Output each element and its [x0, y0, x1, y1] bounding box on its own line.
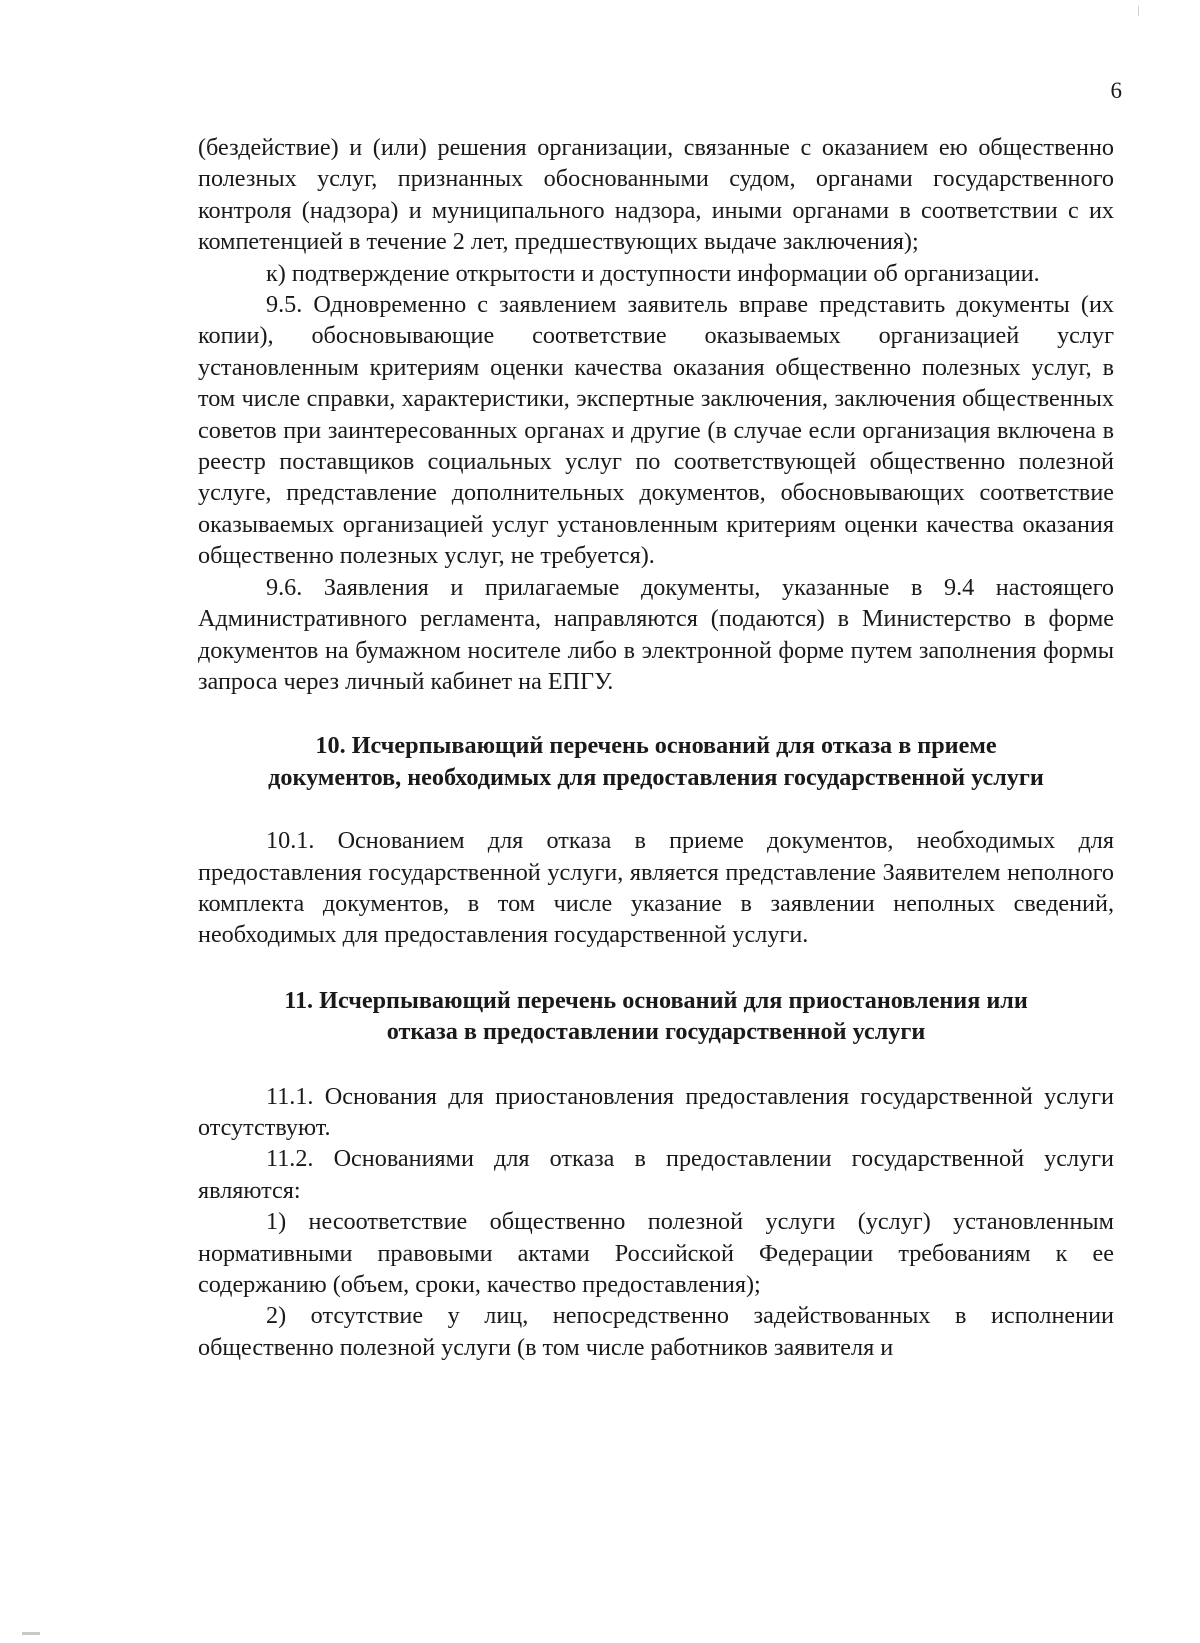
section-10-heading: 10. Исчерпывающий перечень оснований для отказа в приеме документов, необходимых для предоставления государственной услуги	[268, 732, 1044, 791]
paragraph-11-1: 11.1. Основания для приостановления предоставления государственной услуги отсутствуют.	[198, 1082, 1114, 1141]
paragraph-11-2-item-2: 2) отсутствие у лиц, непосредственно задействованных в исполнении общественно полезной услуги (в том числе работников заявителя и	[198, 1302, 1114, 1361]
scan-artifact	[22, 1632, 40, 1635]
paragraph-item-k: к) подтверждение открытости и доступности информации об организации.	[266, 259, 1040, 287]
paragraph-9-6: 9.6. Заявления и прилагаемые документы, указанные в 9.4 настоящего Административного регламента, направляются (подаются) в Министерство в форме документов на бумажном носителе либо в электронной форме путем заполнения формы запроса через личный кабинет на ЕПГУ.	[198, 573, 1114, 695]
paragraph-10-1: 10.1. Основанием для отказа в приеме документов, необходимых для предоставления государственной услуги, является представление Заявителем неполного комплекта документов, в том числе указание в заявлении неполных сведений, необходимых для предоставления государственной услуги.	[198, 827, 1114, 949]
section-11-heading: 11. Исчерпывающий перечень оснований для приостановления или отказа в предоставлении государственной услуги	[284, 986, 1028, 1046]
paragraph-9-5: 9.5. Одновременно с заявлением заявитель вправе представить документы (их копии), обосновывающие соответствие оказываемых организацией услуг установленным критериям оценки качества оказания общественно полезных услуг, в том числе справки, характеристики, экспертные заключения, заключения общественных советов при заинтересованных органах и другие (в случае если организация включена в реестр поставщиков социальных услуг по соответствующей общественно полезной услуге, представление дополнительных документов, обосновывающих соответствие оказываемых организацией услуг установленным критериям оценки качества оказания общественно полезных услуг, не требуется).	[198, 291, 1114, 570]
paragraph-continuation: (бездействие) и (или) решения организации, связанные с оказанием ею общественно полезных услуг, признанных обоснованными судом, органами государственного контроля (надзора) и муниципального надзора, иными органами в соответствии с их компетенцией в течение 2 лет, предшествующих выдаче заключения);	[198, 134, 1114, 256]
document-body	[198, 132, 1114, 1363]
scan-artifact	[1138, 6, 1139, 16]
page-number: 6	[1110, 78, 1122, 103]
paragraph-11-2-item-1: 1) несоответствие общественно полезной услуги (услуг) установленным нормативными правовыми актами Российской Федерации требованиям к ее содержанию (объем, сроки, качество предоставления);	[198, 1208, 1114, 1298]
paragraph-11-2: 11.2. Основаниями для отказа в предоставлении государственной услуги являются:	[198, 1145, 1114, 1204]
